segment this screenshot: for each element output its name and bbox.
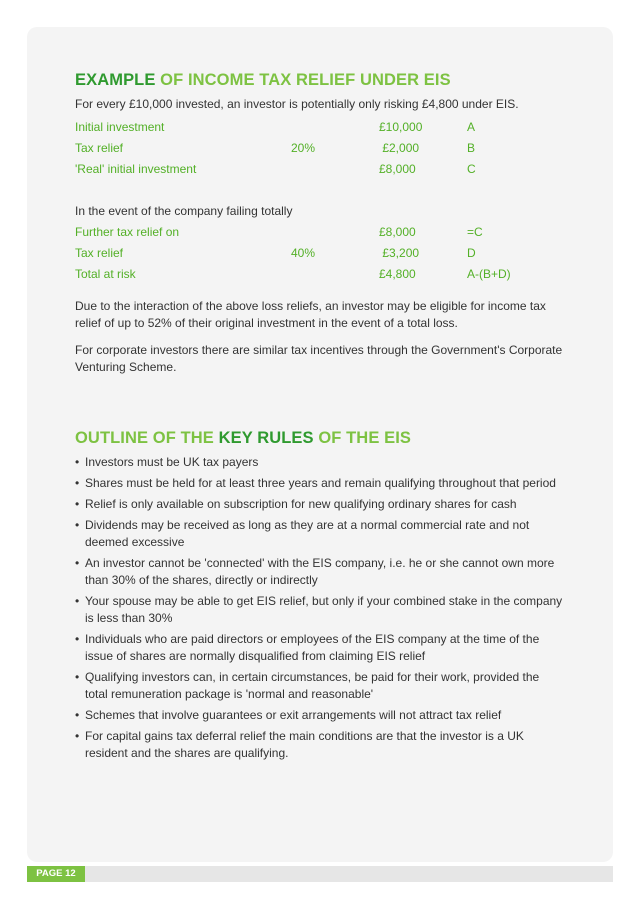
section2-heading-part3: OF THE EIS	[318, 429, 412, 447]
page-number-tag: PAGE 12	[27, 866, 85, 882]
list-item	[75, 475, 565, 492]
row-ref: D	[467, 246, 476, 260]
table-row	[75, 246, 547, 267]
key-rules-list	[75, 454, 565, 762]
row-amount: £4,800	[379, 267, 416, 281]
table-row	[75, 141, 547, 162]
table-row	[75, 225, 547, 246]
row-label: Total at risk	[75, 267, 136, 281]
list-item-text: Your spouse may be able to get EIS relief, but only if your combined stake in the company is less than 30%	[85, 594, 563, 625]
row-percent	[291, 267, 379, 288]
table-row	[75, 267, 547, 288]
row-percent: 40%	[291, 246, 316, 260]
row-label: Tax relief	[75, 246, 124, 260]
bullet-icon: •	[75, 556, 80, 570]
row-percent: 20%	[291, 141, 316, 155]
row-label: Initial investment	[75, 120, 165, 134]
bullet-icon: •	[75, 632, 80, 646]
section2-heading-part1: OUTLINE OF THE	[75, 429, 214, 447]
list-item-text: Individuals who are paid directors or employees of the EIS company at the time of the issue of shares are normally disqualified from claiming EIS relief	[85, 632, 540, 663]
row-label: 'Real' initial investment	[75, 162, 197, 176]
table-row	[75, 120, 547, 141]
row-amount: £8,000	[379, 162, 416, 176]
list-item	[75, 496, 565, 513]
event-line: In the event of the company failing totally	[75, 204, 293, 218]
section1-intro: For every £10,000 invested, an investor is potentially only risking £4,800 under EIS.	[75, 97, 519, 111]
section2-heading-part2: KEY RULES	[218, 429, 314, 447]
bullet-icon: •	[75, 594, 80, 608]
list-item	[75, 728, 565, 762]
list-item	[75, 631, 565, 665]
row-ref: A	[467, 120, 476, 134]
loss-relief-paragraph: Due to the interaction of the above loss reliefs, an investor may be eligible for income tax relief of up to 52% of their original investment in the event of a total loss.	[75, 299, 546, 330]
row-label: Further tax relief on	[75, 225, 180, 239]
bullet-icon: •	[75, 708, 80, 722]
list-item-text: Investors must be UK tax payers	[85, 455, 259, 469]
list-item	[75, 707, 565, 724]
key-rules-section	[75, 428, 565, 762]
list-item	[75, 555, 565, 589]
table-row	[75, 162, 547, 183]
bullet-icon: •	[75, 497, 80, 511]
page-content	[75, 70, 565, 766]
list-item-text: An investor cannot be 'connected' with the EIS company, i.e. he or she cannot own more than 30% of the shares, directly or indirectly	[85, 556, 555, 587]
section1-heading-part1: EXAMPLE	[75, 71, 156, 89]
list-item-text: Schemes that involve guarantees or exit arrangements will not attract tax relief	[85, 708, 502, 722]
row-amount: £3,200	[379, 246, 420, 260]
list-item-text: For capital gains tax deferral relief the main conditions are that the investor is a UK resident and the shares are qualifying.	[85, 729, 524, 760]
bullet-icon: •	[75, 476, 80, 490]
bullet-icon: •	[75, 455, 80, 469]
section1-heading	[75, 70, 565, 90]
list-item-text: Dividends may be received as long as they are at a normal commercial rate and not deemed excessive	[85, 518, 530, 549]
bullet-icon: •	[75, 518, 80, 532]
list-item	[75, 454, 565, 471]
section1-heading-part2: OF INCOME TAX RELIEF UNDER EIS	[160, 71, 451, 89]
list-item	[75, 593, 565, 627]
row-percent	[291, 225, 379, 246]
corporate-investors-paragraph: For corporate investors there are similar tax incentives through the Government's Corporate Venturing Scheme.	[75, 343, 563, 374]
row-ref: B	[467, 141, 476, 155]
bullet-icon: •	[75, 729, 80, 743]
list-item-text: Qualifying investors can, in certain circumstances, be paid for their work, provided the total remuneration package is 'normal and reasonable'	[85, 670, 540, 701]
list-item	[75, 669, 565, 703]
footer-bar	[27, 866, 613, 882]
row-amount: £8,000	[379, 225, 416, 239]
list-item	[75, 517, 565, 551]
table-row	[75, 204, 547, 225]
row-ref: =C	[467, 225, 483, 239]
list-item-text: Shares must be held for at least three years and remain qualifying throughout that period	[85, 476, 556, 490]
row-percent	[291, 120, 379, 141]
row-ref: A-(B+D)	[467, 267, 511, 281]
row-label: Tax relief	[75, 141, 124, 155]
row-amount: £2,000	[379, 141, 420, 155]
relief-calculation-table	[75, 120, 547, 288]
bullet-icon: •	[75, 670, 80, 684]
list-item-text: Relief is only available on subscription for new qualifying ordinary shares for cash	[85, 497, 517, 511]
row-amount: £10,000	[379, 120, 423, 134]
row-percent	[291, 162, 379, 183]
row-ref: C	[467, 162, 476, 176]
section2-heading	[75, 428, 565, 448]
